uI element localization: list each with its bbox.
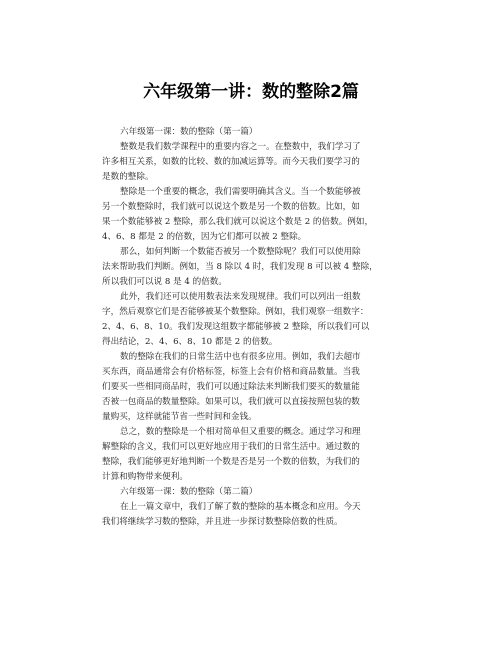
text-line: 我们将继续学习数的整除，并且进一步探讨数整除倍数的性质。 [102,517,343,527]
text-line: 在上一篇文章中，我们了解了数的整除的基本概念和应用。今天 [120,502,361,512]
document-title: 六年级第一讲：数的整除2篇 [143,82,359,102]
text-line: 2、4、6、8、10。我们发现这组数字都能够被 2 整除，所以我们可以 [102,322,370,332]
text-line: 那么，如何判断一个数能否被另一个数整除呢？我们可以使用除 [120,247,361,257]
text-line: 整除是一个重要的概念，我们需要明确其含义。当一个数能够被 [120,187,361,197]
text-line: 整除，我们能够更好地判断一个数是否是另一个数的倍数，为我们的 [102,457,360,467]
text-line: 4、6、8 都是 2 的倍数，因为它们都可以被 2 整除。 [102,232,307,242]
text-line: 整数是我们数学课程中的重要内容之一。在整数中，我们学习了 [120,142,361,152]
text-line: 解整除的含义，我们可以更好地应用于我们的日常生活中。通过数的 [102,442,360,452]
text-line: 们要买一些相同商品时，我们可以通过除法来判断我们要买的数量能 [102,382,360,392]
text-line: 量购买，这样就能节省一些时间和金钱。 [102,412,257,422]
document-body [102,125,402,530]
text-line: 所以我们可以说 8 是 4 的倍数。 [102,277,227,287]
text-line: 数的整除在我们的日常生活中也有很多应用。例如，我们去超市 [120,352,361,362]
text-line: 总之，数的整除是一个相对简单但又重要的概念。通过学习和理 [120,427,361,437]
text-line: 果一个数能够被 2 整除，那么我们就可以说这个数是 2 的倍数。例如， [102,217,374,227]
text-line: 此外，我们还可以使用数表法来发现规律。我们可以列出一组数 [120,292,361,302]
text-line: 得出结论，2、4、6、8、10 都是 2 的倍数。 [102,337,278,347]
text-line: 法来帮助我们判断。例如，当 8 除以 4 时，我们发现 8 可以被 4 整除， [102,262,378,272]
text-line: 许多相互关系，如数的比较、数的加减运算等。而今天我们要学习的 [102,157,360,167]
text-line: 买东西，商品通常会有价格标签，标签上会有价格和商品数量。当我 [102,367,360,377]
text-line: 六年级第一课：数的整除（第二篇） [120,487,258,497]
text-line: 另一个数整除时，我们就可以说这个数是另一个数的倍数。比如，如 [102,202,360,212]
text-line: 是数的整除。 [102,172,154,182]
text-line: 字，然后观察它们是否能够被某个数整除。例如，我们观察一组数字： [102,307,369,317]
text-line: 计算和购物带来便利。 [102,472,188,482]
text-line: 否被一包商品的数量整除。如果可以，我们就可以直接按照包装的数 [102,397,360,407]
text-line: 六年级第一课：数的整除（第一篇） [120,127,258,137]
